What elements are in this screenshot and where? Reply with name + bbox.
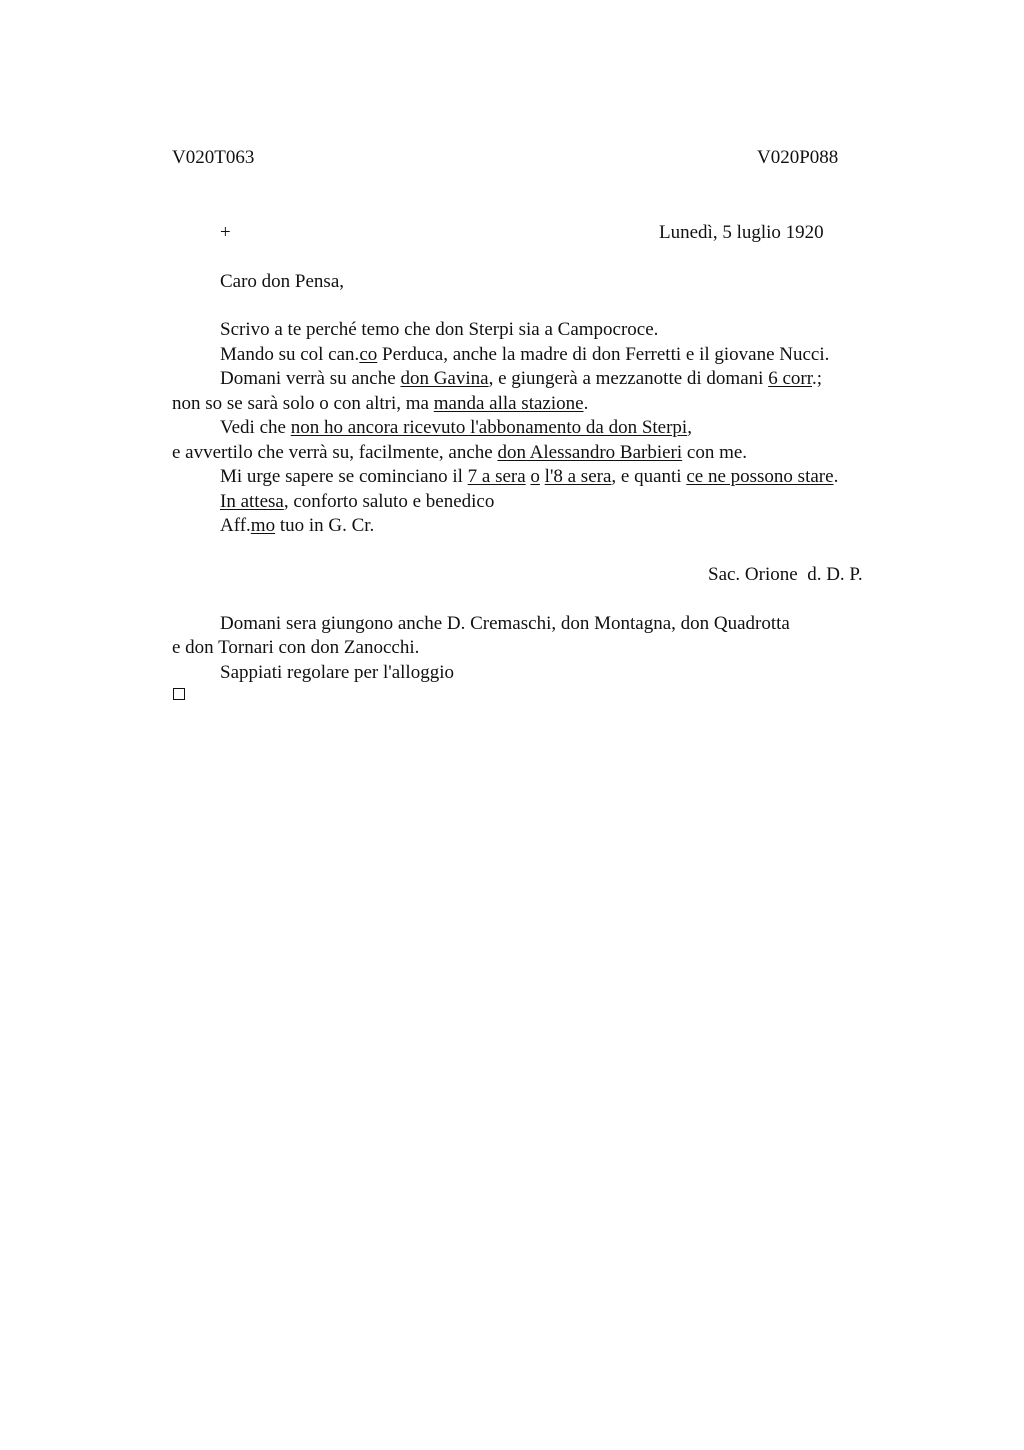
- text-run: Aff.: [220, 515, 251, 536]
- paragraph-3-continuation: [172, 392, 588, 416]
- text-run: .;: [811, 368, 823, 389]
- underlined-text: don Alessandro Barbieri: [497, 442, 683, 463]
- underlined-text: non ho ancora ricevuto l'abbonamento da don Sterpi: [290, 417, 688, 438]
- text-run: .: [833, 466, 839, 487]
- paragraph-6: [220, 490, 494, 514]
- underlined-text: o: [530, 466, 540, 487]
- underlined-text: ce ne possono stare: [686, 466, 834, 487]
- end-square-icon: [173, 688, 185, 700]
- salutation: Caro don Pensa,: [220, 271, 345, 292]
- document-code-left: V020T063: [172, 147, 255, 168]
- text-run: , e quanti: [611, 466, 687, 487]
- postscript-1: Domani sera giungono anche D. Cremaschi, don Montagna, don Quadrotta: [220, 613, 790, 634]
- text-run: Mando su col can.: [220, 344, 360, 365]
- text-run: tuo in G. Cr.: [275, 515, 375, 536]
- closing: [220, 514, 374, 538]
- text-run: non so se sarà solo o con altri, ma: [172, 393, 434, 414]
- paragraph-5: [220, 465, 838, 489]
- text-run: Vedi che: [220, 417, 291, 438]
- text-run: con me.: [682, 442, 748, 463]
- paragraph-3: [220, 367, 822, 391]
- text-run: , e giungerà a mezzanotte di domani: [488, 368, 769, 389]
- text-run: .: [583, 393, 589, 414]
- text-run: Perduca, anche la madre di don Ferretti e il giovane Nucci.: [377, 344, 830, 365]
- paragraph-2: [220, 343, 829, 367]
- cross-mark: +: [220, 222, 231, 243]
- underlined-text: mo: [250, 515, 276, 536]
- underlined-text: 6 corr: [768, 368, 812, 389]
- text-run: Domani verrà su anche: [220, 368, 401, 389]
- paragraph-1: Scrivo a te perché temo che don Sterpi sia a Campocroce.: [220, 319, 659, 340]
- underlined-text: don Gavina: [400, 368, 489, 389]
- postscript-1-continuation: e don Tornari con don Zanocchi.: [172, 637, 420, 658]
- text-run: ,: [687, 417, 692, 438]
- letter-date: Lunedì, 5 luglio 1920: [659, 222, 824, 243]
- text-run: e avvertilo che verrà su, facilmente, anche: [172, 442, 498, 463]
- underlined-text: 7 a sera: [467, 466, 526, 487]
- underlined-text: l'8 a sera: [544, 466, 612, 487]
- underlined-text: co: [359, 344, 378, 365]
- signature: Sac. Orione d. D. P.: [708, 564, 863, 585]
- text-run: Mi urge sapere se cominciano il: [220, 466, 468, 487]
- postscript-2: Sappiati regolare per l'alloggio: [220, 662, 454, 683]
- text-run: , conforto saluto e benedico: [283, 491, 495, 512]
- paragraph-4: [220, 416, 692, 440]
- paragraph-4-continuation: [172, 441, 747, 465]
- underlined-text: manda alla stazione: [433, 393, 584, 414]
- underlined-text: In attesa: [220, 491, 284, 512]
- document-code-right: V020P088: [757, 147, 839, 168]
